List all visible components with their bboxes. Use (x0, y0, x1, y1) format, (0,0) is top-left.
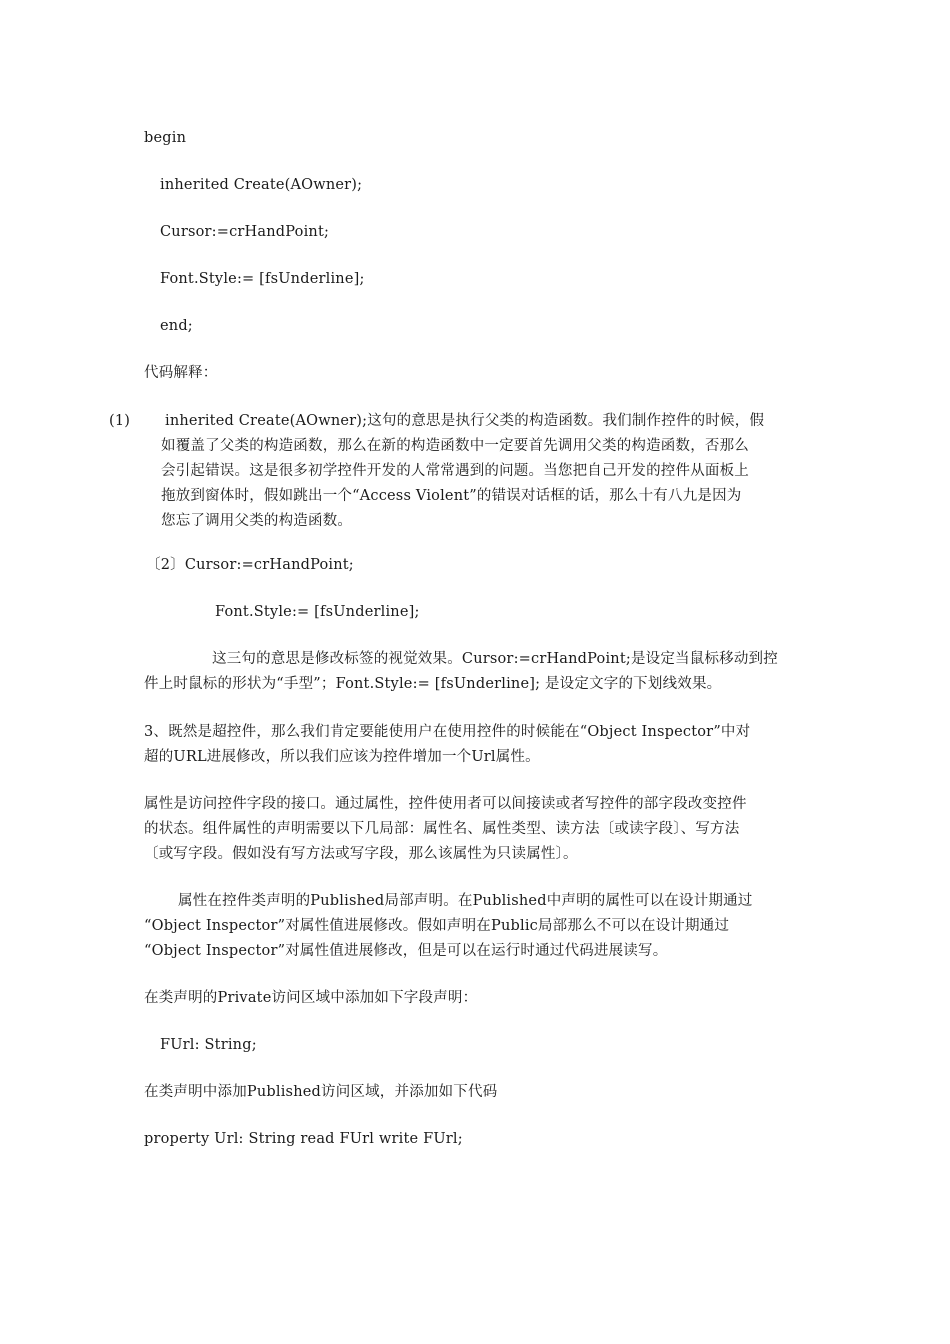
code-begin: begin (144, 130, 187, 146)
property-declaration: property Url: String read FUrl write FUrl; (144, 1131, 463, 1147)
published-para-line-2: “Object Inspector”对属性值进展修改。假如声明在Public局部那么不可以在设计期通过 (144, 918, 730, 934)
published-instruction: 在类声明中添加Published访问区域，并添加如下代码 (144, 1084, 498, 1100)
code-cursor: Cursor:=crHandPoint; (160, 224, 330, 240)
item1-line-4: 拖放到窗体时，假如跳出一个“Access Violent”的错误对话框的话，那么十有八九是因为 (161, 488, 742, 504)
item1-line-5: 您忘了调用父类的构造函数。 (161, 513, 353, 529)
item1-number: (1) (109, 413, 131, 429)
section3-line-1: 3、既然是超控件，那么我们肯定要能使用户在使用控件的时候能在“Object Inspector”中对 (144, 724, 751, 740)
property-para-line-2: 的状态。组件属性的声明需要以下几局部：属性名、属性类型、读方法〔或读字段〕、写方法 (144, 821, 740, 837)
code-end: end; (160, 318, 193, 334)
item1-line-1: inherited Create(AOwner);这句的意思是执行父类的构造函数。我们制作控件的时候，假 (165, 413, 765, 429)
private-instruction: 在类声明的Private访问区域中添加如下字段声明： (144, 990, 478, 1006)
code-font-style: Font.Style:= [fsUnderline]; (160, 271, 365, 287)
item2-desc-line-1: 这三句的意思是修改标签的视觉效果。Cursor:=crHandPoint;是设定当鼠标移动到控 (212, 651, 778, 667)
property-para-line-1: 属性是访问控件字段的接口。通过属性，控件使用者可以间接读或者写控件的部字段改变控件 (144, 796, 747, 812)
field-declaration: FUrl: String; (160, 1037, 257, 1053)
item1-line-3: 会引起错误。这是很多初学控件开发的人常常遇到的问题。当您把自己开发的控件从面板上 (161, 463, 749, 479)
code-explanation-heading: 代码解释： (144, 365, 218, 381)
code-inherited-create: inherited Create(AOwner); (160, 177, 363, 193)
item2-second-line: Font.Style:= [fsUnderline]; (215, 604, 420, 620)
item2-desc-line-2: 件上时鼠标的形状为“手型”；Font.Style:= [fsUnderline]; 是设定文字的下划线效果。 (144, 676, 722, 692)
section3-line-2: 超的URL进展修改，所以我们应该为控件增加一个Url属性。 (144, 749, 540, 765)
published-para-line-1: 属性在控件类声明的Published局部声明。在Published中声明的属性可以在设计期通过 (178, 893, 753, 909)
published-para-line-3: “Object Inspector”对属性值进展修改，但是可以在运行时通过代码进展读写。 (144, 943, 668, 959)
property-para-line-3: 〔或写字段。假如没有写方法或写字段，那么该属性为只读属性〕。 (144, 846, 578, 862)
item2-first-line: 〔2〕Cursor:=crHandPoint; (146, 557, 354, 573)
item1-line-2: 如覆盖了父类的构造函数，那么在新的构造函数中一定要首先调用父类的构造函数，否那么 (161, 438, 749, 454)
